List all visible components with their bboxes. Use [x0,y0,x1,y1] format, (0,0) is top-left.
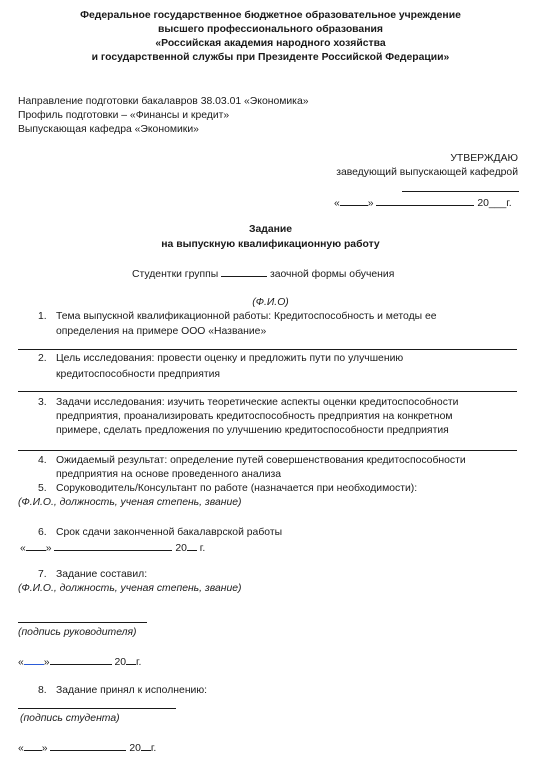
item-1-cont: определения на примере ООО «Название» [56,326,267,337]
item-5-note: (Ф.И.О., должность, ученая степень, звание) [18,497,242,508]
direction-line: Направление подготовки бакалавров 38.03.01 «Экономика» [18,96,309,107]
header-line-1: Федеральное государственное бюджетное образовательное учреждение [80,10,461,21]
title-thesis: на выпускную квалификационную работу [161,239,380,250]
approve-label: УТВЕРЖДАЮ [450,153,518,164]
student-date: « » 20 г. [18,740,156,755]
item-5: 5. Соруководитель/Консультант по работе (назначается при необходимости): [38,483,418,494]
divider-3 [18,450,517,451]
header-line-3: «Российская академия народного хозяйства [155,38,386,49]
item-2: 2. Цель исследования: провести оценку и предложить пути по улучшению [38,353,404,364]
item-3: 3. Задачи исследования: изучить теоретические аспекты оценки кредитоспособности [38,397,459,408]
approve-date: « » 20___г. [334,195,512,210]
supervisor-date: « » 20 г. [18,654,141,669]
student-signature-line [18,708,176,709]
item-1: 1. Тема выпускной квалификационной работы: Кредитоспособность и методы ее [38,311,437,322]
item-4-cont: предприятия на основе проведенного анализа [56,469,282,480]
header-line-2: высшего профессионального образования [158,24,383,35]
item-8: 8. Задание принял к исполнению: [38,685,208,696]
item-6: 6. Срок сдачи законченной бакалаврской работы [38,527,283,538]
profile-line: Профиль подготовки – «Финансы и кредит» [18,110,230,121]
item-7-note: (Ф.И.О., должность, ученая степень, звание) [18,583,242,594]
item-4: 4. Ожидаемый результат: определение путей совершенствования кредитоспособности [38,455,466,466]
department-line: Выпускающая кафедра «Экономики» [18,124,199,135]
divider-1 [18,349,517,350]
item-7: 7. Задание составил: [38,569,148,580]
header-line-4: и государственной службы при Президенте Российской Федерации» [91,52,450,63]
item-3-cont-2: примере, сделать предложения по улучшению кредитоспособности предприятия [56,425,449,436]
item-2-cont: кредитоспособности предприятия [56,369,221,380]
divider-2 [18,391,517,392]
item-3-cont-1: предприятия, проанализировать кредитоспособность предприятия на конкретном [56,411,453,422]
title-assignment: Задание [248,224,293,235]
fio-label: (Ф.И.О) [252,297,289,308]
student-group-line: Студентки группы заочной формы обучения [132,266,394,281]
deadline-date: « » 20 г. [20,540,205,555]
supervisor-signature-label: (подпись руководителя) [18,627,137,638]
approve-head: заведующий выпускающей кафедрой [336,167,518,178]
approve-signature-line [402,191,519,192]
supervisor-signature-line [18,622,147,623]
student-signature-label: (подпись студента) [20,713,120,724]
